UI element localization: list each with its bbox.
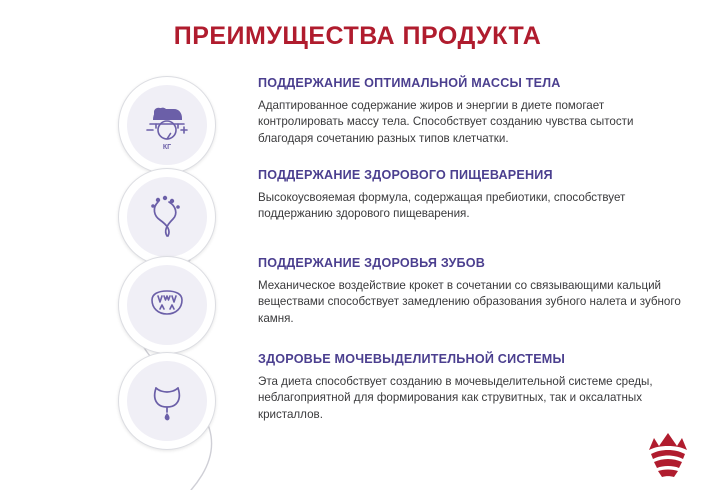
benefit-heading: ПОДДЕРЖАНИЕ ЗДОРОВЬЯ ЗУБОВ <box>258 256 486 270</box>
benefit-heading: ПОДДЕРЖАНИЕ ЗДОРОВОГО ПИЩЕВАРЕНИЯ <box>258 168 553 182</box>
benefit-body: Механическое воздействие крокет в сочетании со связывающими кальций веществами способствует замедлению образования зубного налета и зубного камня. <box>258 278 681 325</box>
benefit-text <box>258 168 688 223</box>
benefit-body: Эта диета способствует созданию в мочевыделительной системе среды, неблагоприятной для формирования как струвитных, так и оксалатных кристаллов. <box>258 374 653 421</box>
dog-on-scale-icon <box>127 85 207 165</box>
benefit-text <box>258 256 688 327</box>
benefit-body: Высокоусвояемая формула, содержащая пребиотики, способствует поддержанию здорового пищеварения. <box>258 190 626 221</box>
benefit-heading: ПОДДЕРЖАНИЕ ОПТИМАЛЬНОЙ МАССЫ ТЕЛА <box>258 76 561 90</box>
benefit-icon-wrapper <box>118 256 216 354</box>
benefit-icon-wrapper <box>118 352 216 450</box>
svg-text:КГ: КГ <box>162 144 172 151</box>
dog-teeth-icon <box>127 265 207 345</box>
page-title: ПРЕИМУЩЕСТВА ПРОДУКТА <box>173 22 542 50</box>
benefit-icon-wrapper <box>118 168 216 266</box>
benefit-icon-wrapper <box>118 76 216 174</box>
royal-canin-crown-logo <box>645 428 691 480</box>
benefit-heading: ЗДОРОВЬЕ МОЧЕВЫДЕЛИТЕЛЬНОЙ СИСТЕМЫ <box>258 352 566 366</box>
benefit-text <box>258 352 688 423</box>
urinary-bladder-icon <box>127 361 207 441</box>
benefit-body: Адаптированное содержание жиров и энергии в диете помогает контролировать массу тела. Способствует созданию чувства сытости благодаря сочетанию разных типов клетчатки. <box>258 98 634 145</box>
digestive-tract-icon <box>127 177 207 257</box>
benefit-text <box>258 76 688 147</box>
